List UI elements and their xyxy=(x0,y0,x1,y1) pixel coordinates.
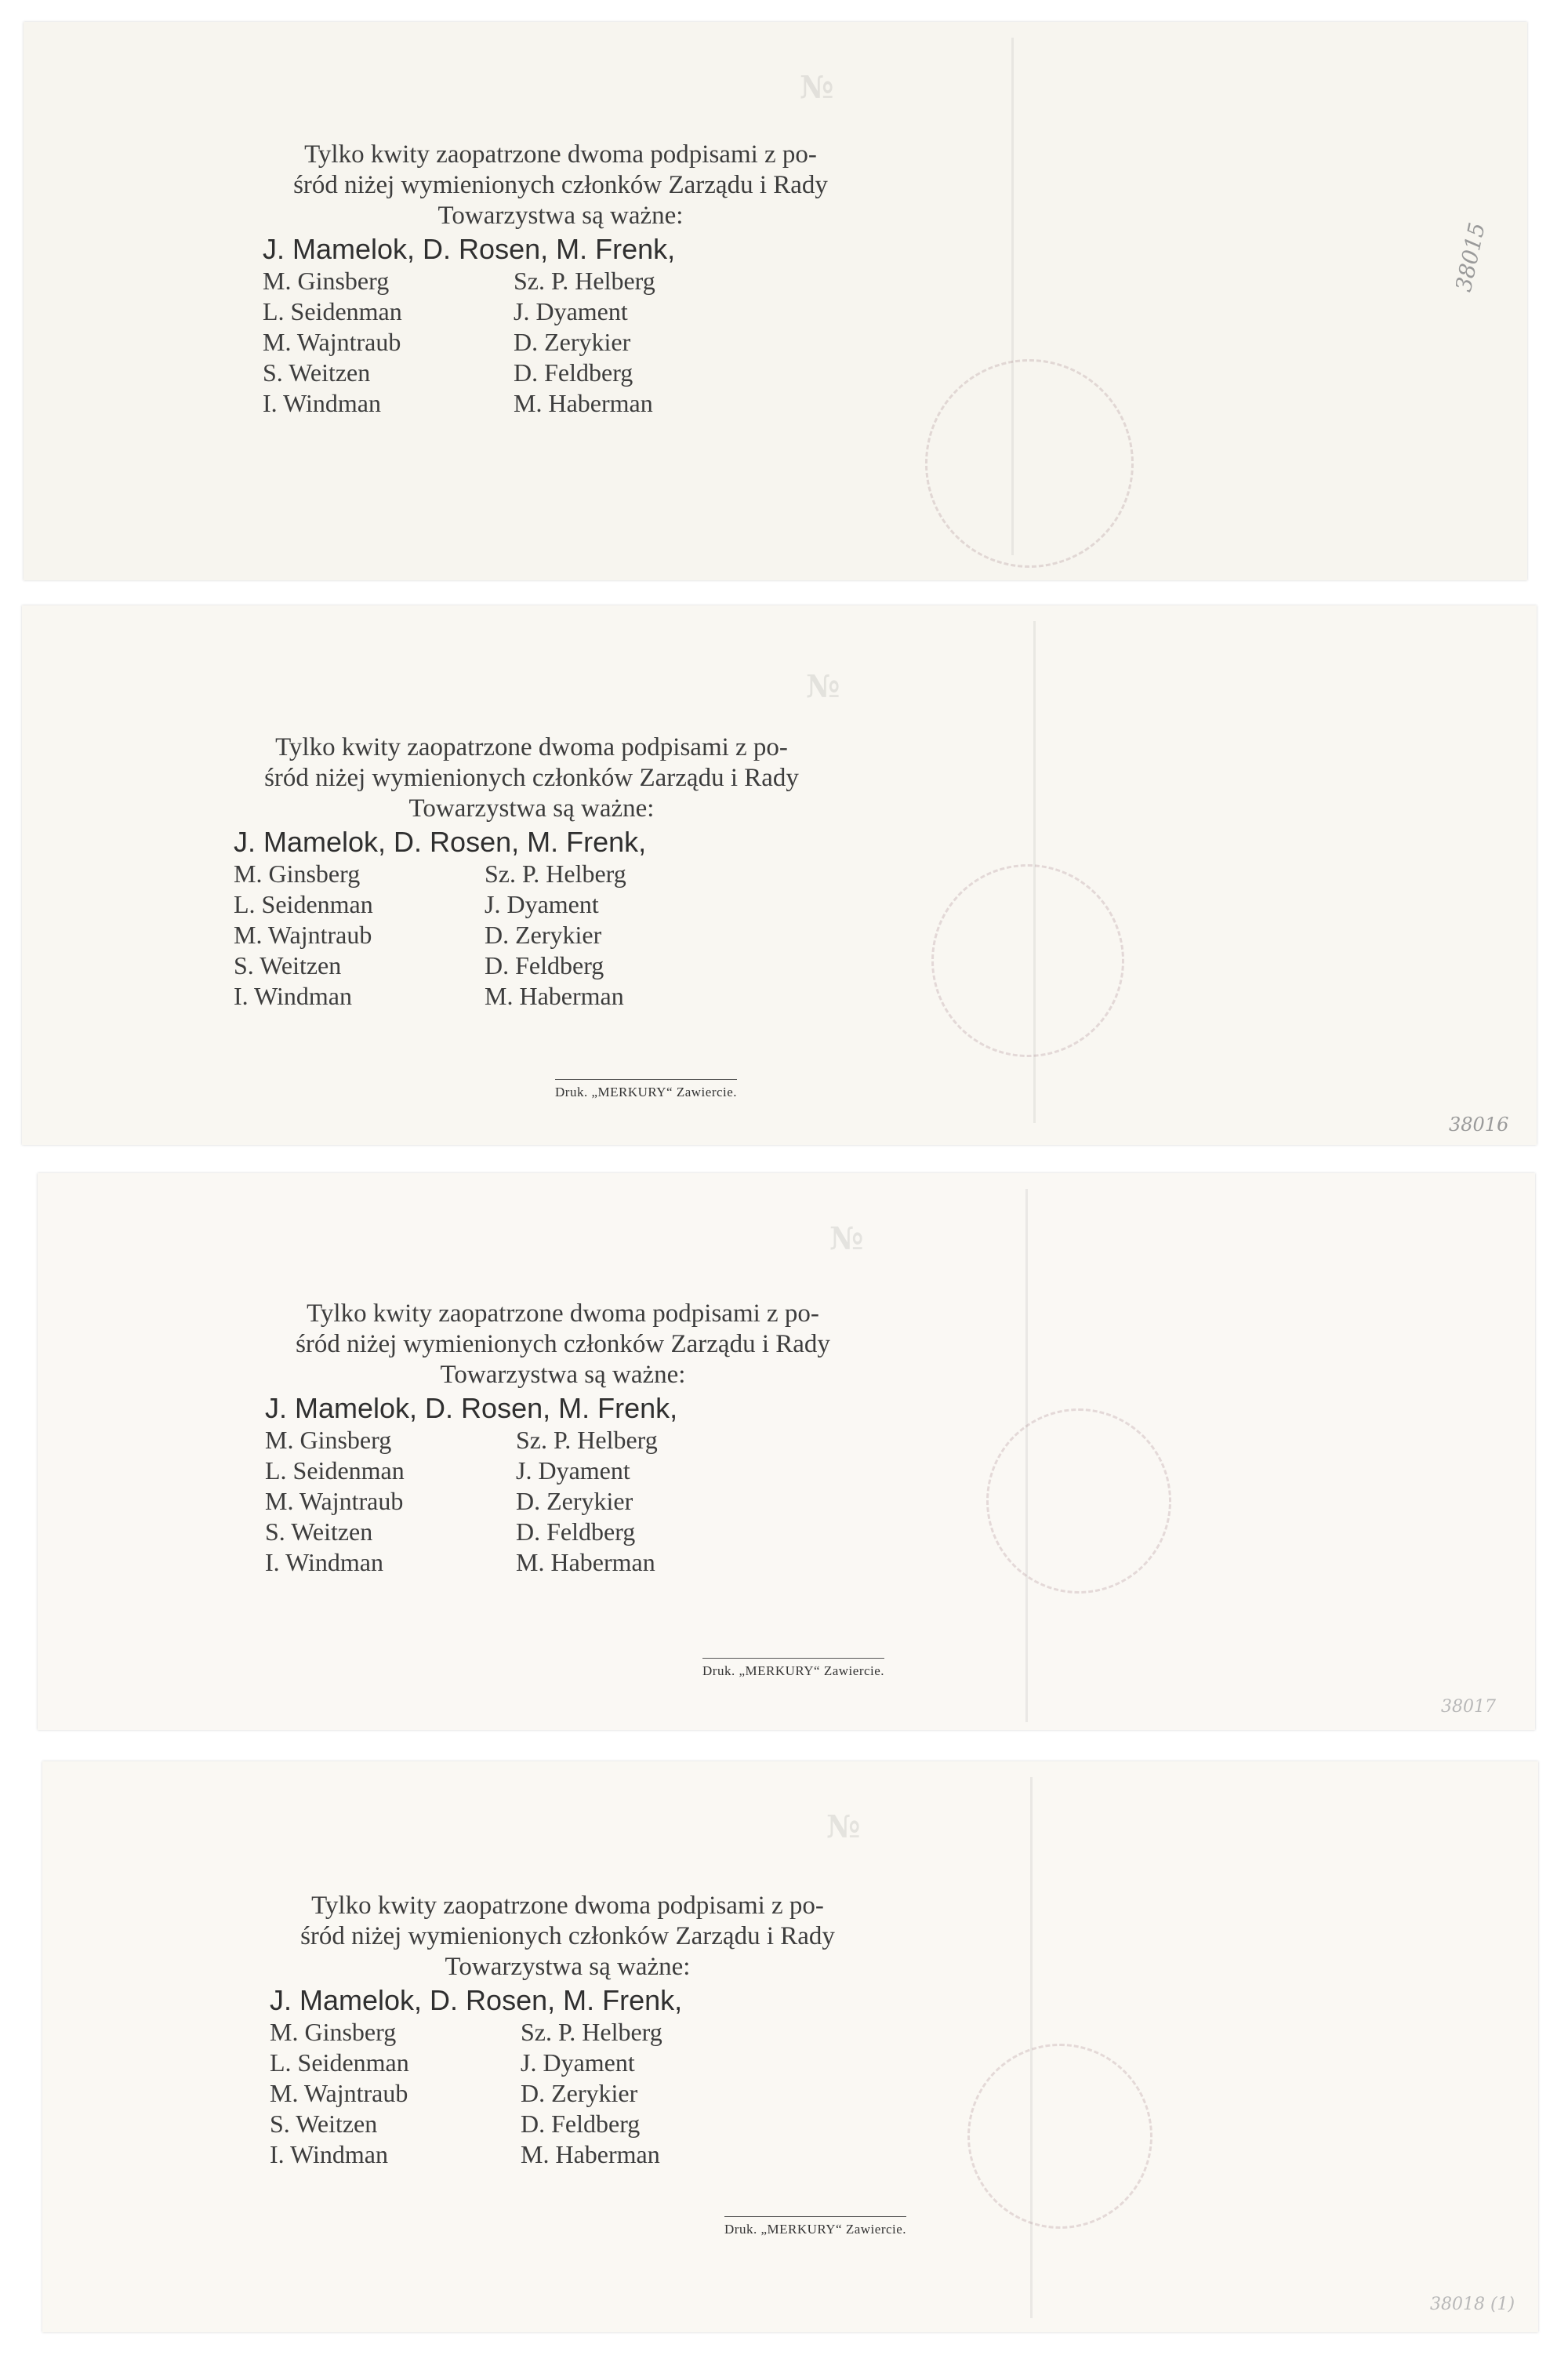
signatory-name: M. Haberman xyxy=(485,982,624,1010)
signatory-name: I. Windman xyxy=(263,389,381,417)
signatory-list xyxy=(234,859,884,1012)
signatory-name: I. Windman xyxy=(270,2140,388,2168)
signatory-name: D. Zerykier xyxy=(516,1487,633,1515)
stamp-circle xyxy=(925,359,1134,568)
printer-imprint: Druk. „MERKURY“ Zawiercie. xyxy=(724,2216,906,2237)
signatory-list xyxy=(270,2017,920,2170)
featured-signatories: J. Mamelok, D. Rosen, M. Frenk, xyxy=(234,826,647,858)
signatory-name: Sz. P. Helberg xyxy=(485,860,626,888)
heading-line: Tylko kwity zaopatrzone dwoma podpisami z po- xyxy=(275,733,788,761)
stamp-circle xyxy=(967,2044,1152,2229)
heading-line: śród niżej wymienionych członków Zarządu i Rady xyxy=(300,1922,835,1950)
signatory-name: L. Seidenman xyxy=(234,890,373,918)
heading-line: Towarzystwa są ważne: xyxy=(445,1953,691,1981)
signatory-name: D. Feldberg xyxy=(514,358,633,387)
signatories-notice xyxy=(215,1891,920,2170)
signatory-name: M. Ginsberg xyxy=(270,2018,397,2046)
receipt-card-4 xyxy=(42,1761,1538,2332)
stamp-circle xyxy=(931,864,1124,1057)
signatory-name: J. Dyament xyxy=(521,2048,635,2077)
signatory-name: L. Seidenman xyxy=(270,2048,409,2077)
signatory-name: J. Dyament xyxy=(516,1456,630,1485)
catalogue-number: 38015 xyxy=(1450,220,1490,294)
signatory-list xyxy=(265,1425,916,1578)
heading-line: Towarzystwa są ważne: xyxy=(440,1361,686,1389)
signatory-name: M. Haberman xyxy=(521,2140,660,2168)
heading-line: śród niżej wymienionych członków Zarządu i Rady xyxy=(293,171,828,199)
heading-line: Tylko kwity zaopatrzone dwoma podpisami z po- xyxy=(307,1299,819,1328)
signatory-name: J. Dyament xyxy=(514,297,628,325)
featured-signatories: J. Mamelok, D. Rosen, M. Frenk, xyxy=(265,1392,678,1424)
signatory-name: M. Ginsberg xyxy=(263,267,390,295)
signatory-name: S. Weitzen xyxy=(263,358,371,387)
signatory-name: D. Feldberg xyxy=(516,1517,636,1546)
signatory-name: M. Haberman xyxy=(514,389,653,417)
signatory-name: M. Wajntraub xyxy=(265,1487,404,1515)
signatory-name: D. Feldberg xyxy=(485,951,604,979)
signatory-name: M. Wajntraub xyxy=(270,2079,408,2107)
signatory-name: S. Weitzen xyxy=(270,2110,378,2138)
printer-imprint: Druk. „MERKURY“ Zawiercie. xyxy=(555,1079,737,1100)
signatory-name: I. Windman xyxy=(234,982,352,1010)
signatory-name: D. Zerykier xyxy=(521,2079,638,2107)
bleed-through-mark: № xyxy=(826,1808,861,1845)
signatory-name: M. Wajntraub xyxy=(234,921,372,949)
signatory-name: M. Wajntraub xyxy=(263,328,401,356)
signatories-notice xyxy=(210,1299,916,1578)
printer-imprint: Druk. „MERKURY“ Zawiercie. xyxy=(702,1658,884,1679)
notice-heading xyxy=(208,140,913,231)
signatory-name: M. Ginsberg xyxy=(234,860,361,888)
catalogue-number: 38016 xyxy=(1449,1114,1509,1136)
signatory-name: D. Feldberg xyxy=(521,2110,641,2138)
bleed-through-mark: № xyxy=(800,69,834,106)
signatory-name: L. Seidenman xyxy=(265,1456,405,1485)
receipt-card-3 xyxy=(38,1173,1535,1730)
signatory-name: Sz. P. Helberg xyxy=(516,1426,658,1454)
signatories-notice xyxy=(179,732,884,1012)
heading-line: Towarzystwa są ważne: xyxy=(408,794,655,823)
signatory-list xyxy=(263,266,913,419)
signatory-name: Sz. P. Helberg xyxy=(521,2018,662,2046)
notice-heading xyxy=(179,732,884,824)
notice-heading xyxy=(210,1299,916,1390)
receipt-card-2 xyxy=(22,605,1537,1145)
featured-signatories: J. Mamelok, D. Rosen, M. Frenk, xyxy=(270,1984,683,2016)
signatory-name: I. Windman xyxy=(265,1548,383,1576)
heading-line: Tylko kwity zaopatrzone dwoma podpisami z po- xyxy=(311,1892,824,1920)
signatory-name: S. Weitzen xyxy=(234,951,342,979)
heading-line: śród niżej wymienionych członków Zarządu i Rady xyxy=(264,764,799,792)
stamp-circle xyxy=(986,1408,1171,1594)
signatories-notice xyxy=(208,140,913,419)
signatory-name: S. Weitzen xyxy=(265,1517,373,1546)
signatory-name: M. Ginsberg xyxy=(265,1426,392,1454)
heading-line: Towarzystwa są ważne: xyxy=(437,202,684,230)
heading-line: śród niżej wymienionych członków Zarządu i Rady xyxy=(296,1330,830,1358)
catalogue-number: 38018 (1) xyxy=(1430,2295,1515,2314)
signatory-name: D. Zerykier xyxy=(514,328,631,356)
catalogue-number: 38017 xyxy=(1441,1697,1496,1717)
signatory-name: J. Dyament xyxy=(485,890,599,918)
signatory-name: M. Haberman xyxy=(516,1548,655,1576)
heading-line: Tylko kwity zaopatrzone dwoma podpisami z po- xyxy=(304,140,817,169)
signatory-name: D. Zerykier xyxy=(485,921,602,949)
bleed-through-mark: № xyxy=(829,1220,864,1257)
bleed-through-mark: № xyxy=(806,668,840,705)
notice-heading xyxy=(215,1891,920,1982)
signatory-name: L. Seidenman xyxy=(263,297,402,325)
receipt-card-1 xyxy=(24,22,1527,580)
featured-signatories: J. Mamelok, D. Rosen, M. Frenk, xyxy=(263,233,676,265)
signatory-name: Sz. P. Helberg xyxy=(514,267,655,295)
